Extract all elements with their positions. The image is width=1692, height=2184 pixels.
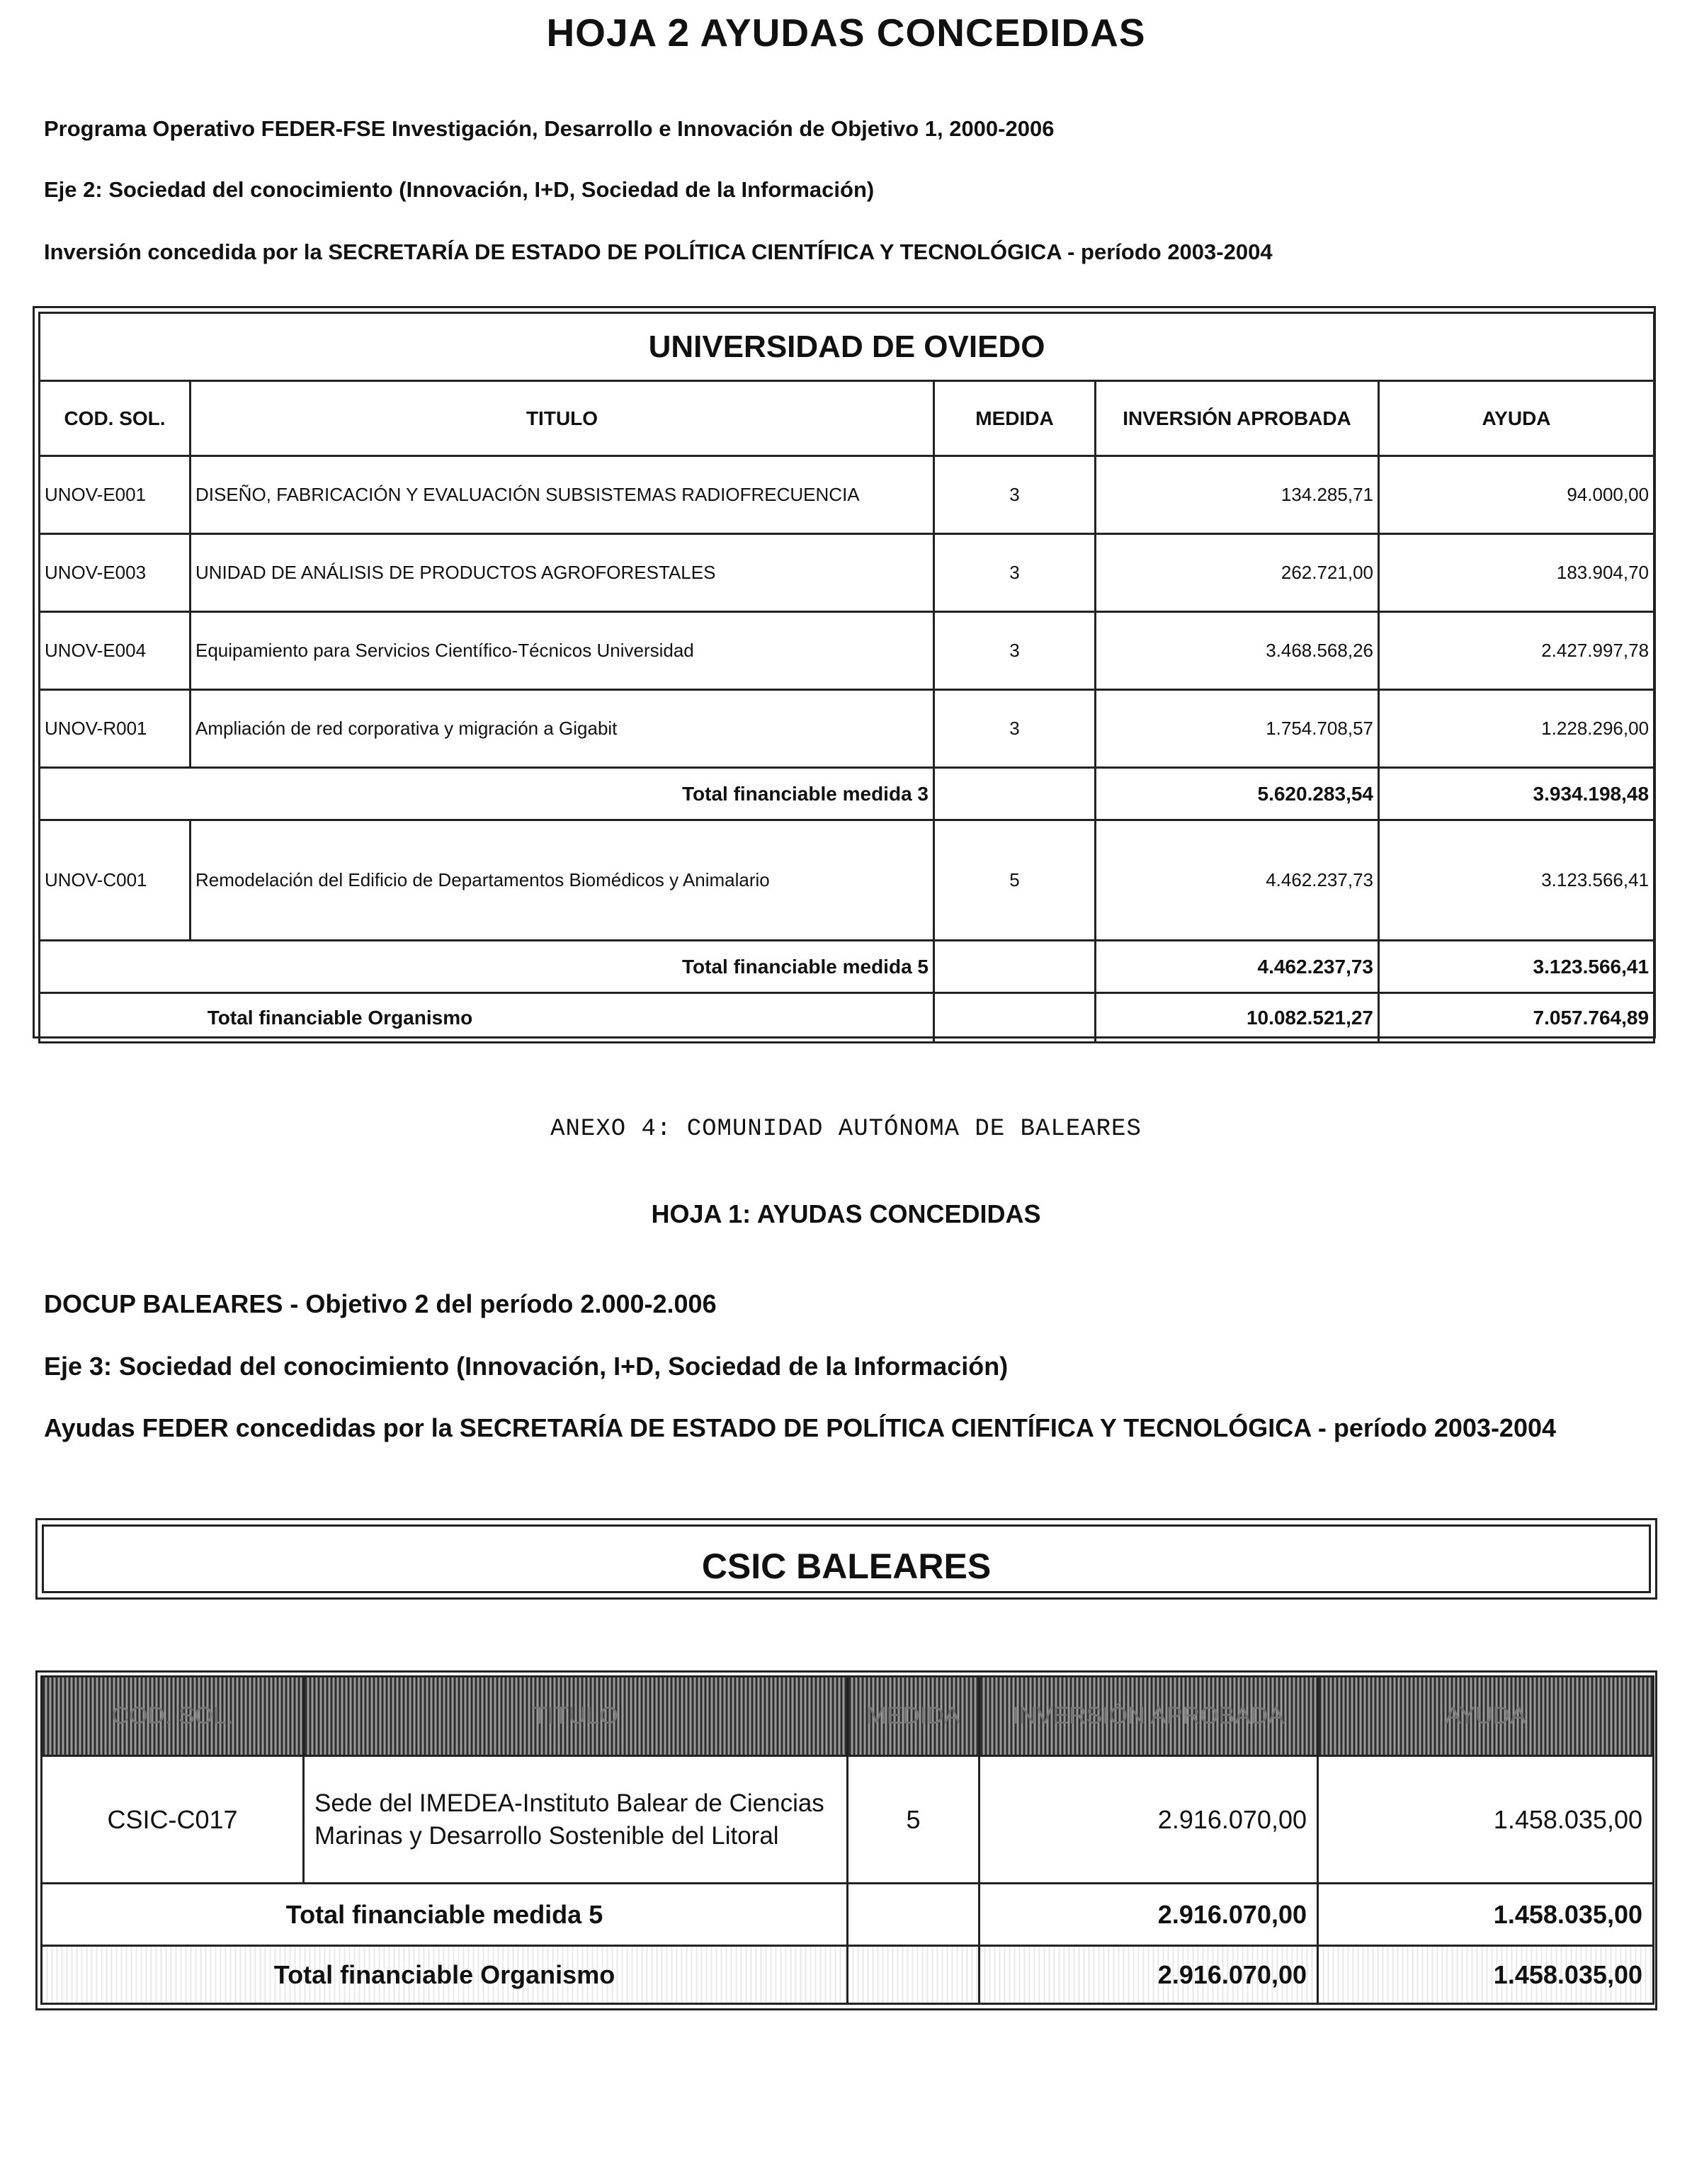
total-label: Total financiable Organismo bbox=[42, 1946, 848, 2004]
csic-title-frame bbox=[35, 1518, 1657, 1600]
header-titulo: TITULO bbox=[304, 1677, 848, 1756]
cell-cod: UNOV-R001 bbox=[40, 690, 191, 768]
investment-line: Inversión concedida por la SECRETARÍA DE ESTADO DE POLÍTICA CIENTÍFICA Y TECNOLÓGICA - período 2003-2004 bbox=[44, 239, 1273, 264]
cell-titulo-line-1: Sede del IMEDEA-Instituto Balear de Ciencias bbox=[314, 1789, 824, 1817]
oviedo-table bbox=[38, 312, 1655, 1043]
subtotal-row-medida-3 bbox=[40, 768, 1654, 820]
program-line: Programa Operativo FEDER-FSE Investigación, Desarrollo e Innovación de Objetivo 1, 2000-2006 bbox=[44, 116, 1055, 141]
cell-medida: 3 bbox=[934, 690, 1096, 768]
cell-titulo: DISEÑO, FABRICACIÓN Y EVALUACIÓN SUBSISTEMAS RADIOFRECUENCIA bbox=[191, 456, 934, 534]
cell-cod: UNOV-C001 bbox=[40, 820, 191, 941]
cell-titulo-line-2: Marinas y Desarrollo Sostenible del Litoral bbox=[314, 1821, 779, 1850]
table-row bbox=[40, 534, 1654, 612]
oviedo-table-frame bbox=[33, 306, 1656, 1039]
cell-ayuda: 2.427.997,78 bbox=[1379, 612, 1654, 690]
csic-title: CSIC BALEARES bbox=[42, 1524, 1651, 1593]
table-header-row bbox=[42, 1677, 1654, 1756]
cell-titulo: UNIDAD DE ANÁLISIS DE PRODUCTOS AGROFORESTALES bbox=[191, 534, 934, 612]
docup-line: DOCUP BALEARES - Objetivo 2 del período 2.000-2.006 bbox=[44, 1289, 717, 1318]
cell-ayuda: 3.123.566,41 bbox=[1379, 820, 1654, 941]
header-cod: COD. SOL. bbox=[42, 1677, 304, 1756]
cell-ayuda: 183.904,70 bbox=[1379, 534, 1654, 612]
cell-medida: 3 bbox=[934, 612, 1096, 690]
table-row bbox=[40, 612, 1654, 690]
annex-title: ANEXO 4: COMUNIDAD AUTÓNOMA DE BALEARES bbox=[550, 1116, 1142, 1143]
table-row bbox=[40, 456, 1654, 534]
total-inversion: 2.916.070,00 bbox=[980, 1946, 1318, 2004]
subtotal-inversion: 4.462.237,73 bbox=[1096, 941, 1379, 993]
cell-cod: CSIC-C017 bbox=[42, 1756, 304, 1884]
page-title: HOJA 2 AYUDAS CONCEDIDAS bbox=[546, 11, 1146, 55]
axis-line-2: Eje 3: Sociedad del conocimiento (Innovación, I+D, Sociedad de la Información) bbox=[44, 1352, 1009, 1381]
cell-ayuda: 1.228.296,00 bbox=[1379, 690, 1654, 768]
cell-inversion: 4.462.237,73 bbox=[1096, 820, 1379, 941]
cell-medida: 5 bbox=[848, 1756, 980, 1884]
total-medida-empty bbox=[848, 1946, 980, 2004]
total-row-organism bbox=[40, 993, 1654, 1043]
total-ayuda: 1.458.035,00 bbox=[1318, 1946, 1654, 2004]
total-inversion: 10.082.521,27 bbox=[1096, 993, 1379, 1043]
total-ayuda: 7.057.764,89 bbox=[1379, 993, 1654, 1043]
subtotal-medida-empty bbox=[848, 1884, 980, 1946]
cell-inversion: 2.916.070,00 bbox=[980, 1756, 1318, 1884]
cell-medida: 3 bbox=[934, 456, 1096, 534]
table-row bbox=[40, 690, 1654, 768]
cell-medida: 5 bbox=[934, 820, 1096, 941]
subtotal-label: Total financiable medida 3 bbox=[40, 768, 934, 820]
subtotal-row-medida-5 bbox=[42, 1884, 1654, 1946]
total-medida-empty bbox=[934, 993, 1096, 1043]
table-row bbox=[40, 820, 1654, 941]
total-label: Total financiable Organismo bbox=[40, 993, 934, 1043]
subtotal-ayuda: 1.458.035,00 bbox=[1318, 1884, 1654, 1946]
cell-titulo: Equipamiento para Servicios Científico-Técnicos Universidad bbox=[191, 612, 934, 690]
aid-line: Ayudas FEDER concedidas por la SECRETARÍA DE ESTADO DE POLÍTICA CIENTÍFICA Y TECNOLÓGICA - período 2003-2004 bbox=[44, 1413, 1557, 1442]
header-titulo: TITULO bbox=[191, 381, 934, 456]
table-row bbox=[42, 1756, 1654, 1884]
subtotal-ayuda: 3.123.566,41 bbox=[1379, 941, 1654, 993]
cell-inversion: 262.721,00 bbox=[1096, 534, 1379, 612]
cell-cod: UNOV-E004 bbox=[40, 612, 191, 690]
header-cod: COD. SOL. bbox=[40, 381, 191, 456]
subtotal-inversion: 5.620.283,54 bbox=[1096, 768, 1379, 820]
axis-line: Eje 2: Sociedad del conocimiento (Innovación, I+D, Sociedad de la Información) bbox=[44, 177, 875, 202]
header-inversion: INVERSIÓN APROBADA bbox=[1096, 381, 1379, 456]
cell-cod: UNOV-E003 bbox=[40, 534, 191, 612]
subtotal-ayuda: 3.934.198,48 bbox=[1379, 768, 1654, 820]
cell-inversion: 1.754.708,57 bbox=[1096, 690, 1379, 768]
cell-cod: UNOV-E001 bbox=[40, 456, 191, 534]
csic-table-frame bbox=[35, 1670, 1657, 2010]
cell-ayuda: 94.000,00 bbox=[1379, 456, 1654, 534]
subtotal-medida-empty bbox=[934, 941, 1096, 993]
header-ayuda: AYUDA bbox=[1318, 1677, 1654, 1756]
subtotal-medida-empty bbox=[934, 768, 1096, 820]
table-header-row bbox=[40, 381, 1654, 456]
subtotal-label: Total financiable medida 5 bbox=[40, 941, 934, 993]
cell-titulo: Remodelación del Edificio de Departamentos Biomédicos y Animalario bbox=[191, 820, 934, 941]
cell-titulo: Ampliación de red corporativa y migración a Gigabit bbox=[191, 690, 934, 768]
subtotal-row-medida-5 bbox=[40, 941, 1654, 993]
organism-title: UNIVERSIDAD DE OVIEDO bbox=[40, 313, 1654, 381]
total-row-organism bbox=[42, 1946, 1654, 2004]
subtotal-label: Total financiable medida 5 bbox=[42, 1884, 848, 1946]
csic-table bbox=[40, 1675, 1654, 2005]
subtotal-inversion: 2.916.070,00 bbox=[980, 1884, 1318, 1946]
cell-titulo bbox=[304, 1756, 848, 1884]
hoja1-title: HOJA 1: AYUDAS CONCEDIDAS bbox=[651, 1199, 1041, 1228]
header-inversion: INVERSIÓN APROBADA bbox=[980, 1677, 1318, 1756]
cell-ayuda: 1.458.035,00 bbox=[1318, 1756, 1654, 1884]
header-medida: MEDIDA bbox=[848, 1677, 980, 1756]
header-medida: MEDIDA bbox=[934, 381, 1096, 456]
cell-inversion: 134.285,71 bbox=[1096, 456, 1379, 534]
cell-medida: 3 bbox=[934, 534, 1096, 612]
cell-inversion: 3.468.568,26 bbox=[1096, 612, 1379, 690]
header-ayuda: AYUDA bbox=[1379, 381, 1654, 456]
